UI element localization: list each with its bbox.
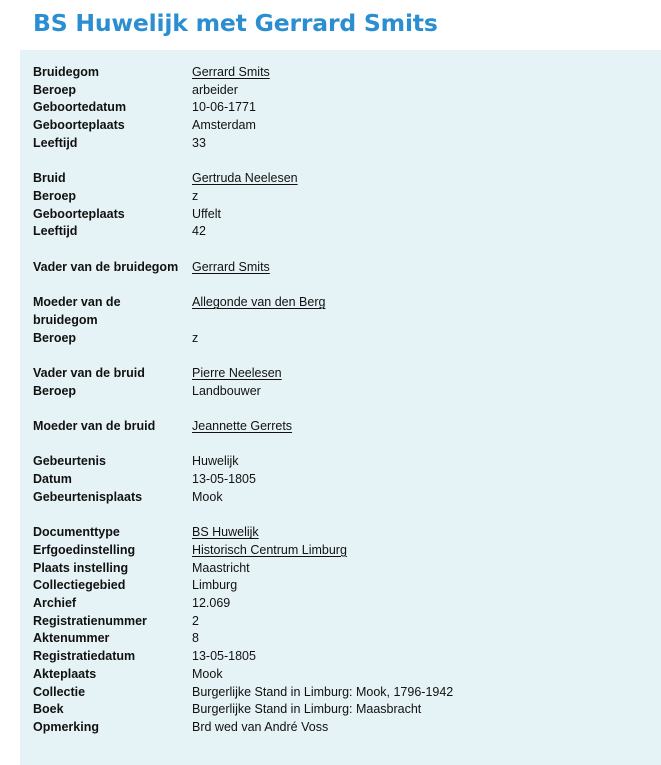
field-row bbox=[33, 666, 633, 684]
field-value: 8 bbox=[192, 631, 199, 646]
field-row bbox=[33, 170, 633, 188]
field-row bbox=[33, 701, 633, 719]
field-row bbox=[33, 471, 633, 489]
field-value: Burgerlijke Stand in Limburg: Mook, 1796-1942 bbox=[192, 684, 454, 699]
field-label: Leeftijd bbox=[33, 224, 78, 239]
field-label: Aktenummer bbox=[33, 631, 110, 646]
field-value-link[interactable]: Pierre Neelesen bbox=[192, 365, 282, 380]
field-value: Mook bbox=[192, 666, 223, 681]
field-row bbox=[33, 577, 633, 595]
field-row bbox=[33, 259, 633, 277]
field-label: Geboortedatum bbox=[33, 100, 127, 115]
field-value-link[interactable]: Gerrard Smits bbox=[192, 259, 270, 274]
field-row bbox=[33, 719, 633, 737]
field-value: Brd wed van André Voss bbox=[192, 719, 329, 734]
field-label: Beroep bbox=[33, 383, 77, 398]
record-group bbox=[33, 418, 633, 436]
field-value-link[interactable]: BS Huwelijk bbox=[192, 525, 259, 540]
field-value: Maastricht bbox=[192, 560, 250, 575]
field-value: 10-06-1771 bbox=[192, 100, 256, 115]
field-value-link[interactable]: Gertruda Neelesen bbox=[192, 171, 298, 186]
field-label: Plaats instelling bbox=[33, 560, 129, 575]
field-row bbox=[33, 383, 633, 401]
field-value-link[interactable]: Jeannette Gerrets bbox=[192, 418, 293, 433]
field-row bbox=[33, 135, 633, 153]
field-row bbox=[33, 648, 633, 666]
field-value-link[interactable]: Gerrard Smits bbox=[192, 65, 270, 79]
field-label: Beroep bbox=[33, 82, 77, 97]
field-label: Registratiedatum bbox=[33, 649, 136, 664]
field-row bbox=[33, 560, 633, 578]
field-label: Gebeurtenisplaats bbox=[33, 489, 143, 504]
field-value: 13-05-1805 bbox=[192, 649, 256, 664]
field-row bbox=[33, 223, 633, 241]
field-row bbox=[33, 206, 633, 224]
field-label: Moeder van de bruidegom bbox=[33, 295, 121, 327]
field-value: 42 bbox=[192, 224, 206, 239]
field-value: 2 bbox=[192, 613, 199, 628]
field-label: Geboorteplaats bbox=[33, 118, 125, 133]
field-row bbox=[33, 418, 633, 436]
field-label: Beroep bbox=[33, 188, 77, 203]
record-group bbox=[33, 64, 633, 153]
field-value: Huwelijk bbox=[192, 454, 239, 469]
field-value: 13-05-1805 bbox=[192, 472, 256, 487]
field-row bbox=[33, 117, 633, 135]
field-row bbox=[33, 330, 633, 348]
field-label: Beroep bbox=[33, 330, 77, 345]
field-row bbox=[33, 542, 633, 560]
record-group bbox=[33, 170, 633, 241]
field-label: Collectie bbox=[33, 684, 86, 699]
field-row bbox=[33, 99, 633, 117]
field-row bbox=[33, 489, 633, 507]
field-row bbox=[33, 684, 633, 702]
field-label: Bruidegom bbox=[33, 65, 99, 79]
field-label: Moeder van de bruid bbox=[33, 418, 156, 433]
field-label: Vader van de bruid bbox=[33, 365, 145, 380]
field-label: Gebeurtenis bbox=[33, 454, 106, 469]
record-group bbox=[33, 453, 633, 506]
field-label: Erfgoedinstelling bbox=[33, 542, 136, 557]
field-row bbox=[33, 524, 633, 542]
field-label: Geboorteplaats bbox=[33, 206, 125, 221]
field-label: Vader van de bruidegom bbox=[33, 259, 179, 274]
field-value: Limburg bbox=[192, 578, 238, 593]
field-row bbox=[33, 64, 633, 82]
record-group bbox=[33, 259, 633, 277]
field-row bbox=[33, 365, 633, 383]
record-details bbox=[33, 64, 633, 754]
field-row bbox=[33, 294, 633, 329]
field-value: z bbox=[192, 330, 199, 345]
field-value: arbeider bbox=[192, 82, 238, 97]
page-title: BS Huwelijk met Gerrard Smits bbox=[33, 9, 438, 37]
record-group bbox=[33, 524, 633, 736]
field-label: Akteplaats bbox=[33, 666, 97, 681]
field-value: Amsterdam bbox=[192, 118, 256, 133]
field-label: Archief bbox=[33, 595, 77, 610]
record-group bbox=[33, 365, 633, 400]
field-value-link[interactable]: Historisch Centrum Limburg bbox=[192, 542, 347, 557]
field-label: Collectiegebied bbox=[33, 578, 126, 593]
field-label: Datum bbox=[33, 472, 72, 487]
field-value-link[interactable]: Allegonde van den Berg bbox=[192, 295, 326, 310]
record-group bbox=[33, 294, 633, 347]
field-label: Leeftijd bbox=[33, 135, 78, 150]
field-label: Documenttype bbox=[33, 525, 120, 540]
field-label: Boek bbox=[33, 702, 64, 717]
field-value: Landbouwer bbox=[192, 383, 261, 398]
field-value: Mook bbox=[192, 489, 223, 504]
field-row bbox=[33, 188, 633, 206]
field-row bbox=[33, 82, 633, 100]
field-row bbox=[33, 630, 633, 648]
field-value: z bbox=[192, 188, 199, 203]
field-label: Opmerking bbox=[33, 719, 99, 734]
field-row bbox=[33, 453, 633, 471]
field-value: Burgerlijke Stand in Limburg: Maasbracht bbox=[192, 702, 422, 717]
field-value: 12.069 bbox=[192, 595, 231, 610]
field-row bbox=[33, 613, 633, 631]
field-label: Registratienummer bbox=[33, 613, 147, 628]
field-value: Uffelt bbox=[192, 206, 221, 221]
field-label: Bruid bbox=[33, 171, 66, 186]
field-value: 33 bbox=[192, 135, 206, 150]
field-row bbox=[33, 595, 633, 613]
